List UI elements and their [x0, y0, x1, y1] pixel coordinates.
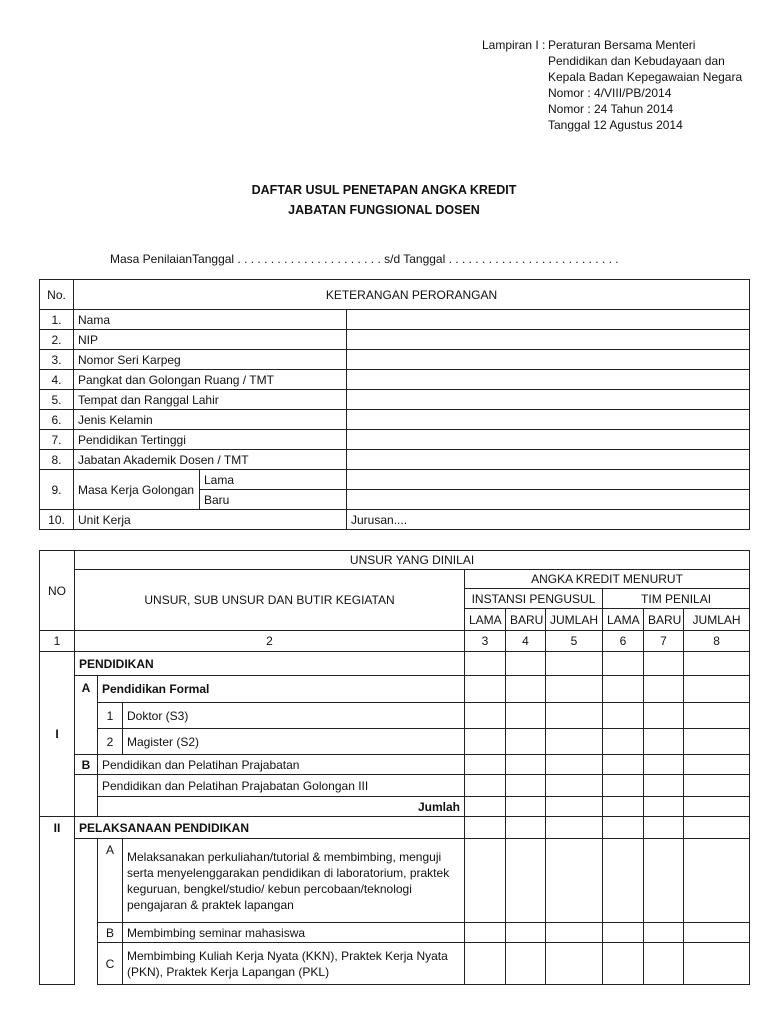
table-row: [40, 652, 750, 676]
row-value[interactable]: [347, 310, 750, 330]
sub-letter: B: [98, 923, 123, 943]
row-number: 4.: [40, 370, 74, 390]
item-label: Pendidikan dan Pelatihan Prajabatan Golongan III: [98, 775, 465, 797]
table-row: [40, 310, 750, 330]
header-no: NO: [40, 551, 75, 631]
row-label: Masa Kerja Golongan: [74, 470, 200, 510]
row-sublabel-lama: Lama: [200, 470, 347, 490]
document-title: DAFTAR USUL PENETAPAN ANGKA KREDIT: [251, 183, 517, 197]
row-label: NIP: [74, 330, 347, 350]
item-number: 1: [98, 703, 123, 729]
header-instansi-pengusul: INSTANSI PENGUSUL: [465, 589, 603, 609]
header-col: BARU: [506, 609, 546, 631]
document-subtitle: JABATAN FUNGSIONAL DOSEN: [288, 203, 480, 217]
row-value[interactable]: [347, 410, 750, 430]
col-number: 2: [75, 631, 465, 652]
table-row: [40, 370, 750, 390]
table-row: [40, 839, 750, 923]
table-row: [40, 430, 750, 450]
row-label: Jabatan Akademik Dosen / TMT: [74, 450, 347, 470]
item-label: Melaksanakan perkuliahan/tutorial & membimbing, menguji serta menyelenggarakan pendidikan di laboratorium, praktek keguruan, bengkel/studio/ kebun percobaan/teknologi pengajaran & praktek lapangan: [123, 839, 465, 923]
row-value[interactable]: [347, 390, 750, 410]
sub-title: Pendidikan dan Pelatihan Prajabatan: [98, 755, 465, 775]
col-number: 6: [603, 631, 644, 652]
sub-title: Pendidikan Formal: [98, 676, 465, 703]
table-row: [40, 510, 750, 530]
sub-letter: C: [98, 943, 123, 985]
table-row: [40, 676, 750, 703]
row-number: 7.: [40, 430, 74, 450]
sub-letter: A: [98, 839, 123, 923]
header-tim-penilai: TIM PENILAI: [603, 589, 750, 609]
col-number: 1: [40, 631, 75, 652]
lampiran-label: Lampiran I :: [482, 38, 546, 52]
col-number: 5: [546, 631, 603, 652]
table-row: [40, 775, 750, 797]
section-number: II: [40, 817, 75, 985]
row-number: 10.: [40, 510, 74, 530]
item-label: Magister (S2): [123, 729, 465, 755]
row-value[interactable]: [347, 450, 750, 470]
col-number: 3: [465, 631, 506, 652]
row-label: Nomor Seri Karpeg: [74, 350, 347, 370]
section-number: I: [40, 652, 75, 817]
sub-letter: A: [75, 676, 98, 755]
header-unsur-sub: UNSUR, SUB UNSUR DAN BUTIR KEGIATAN: [75, 570, 465, 631]
table-row: [40, 797, 750, 817]
item-number: 2: [98, 729, 123, 755]
lampiran-line: Nomor : 4/VIII/PB/2014: [548, 86, 672, 100]
header-col: LAMA: [603, 609, 644, 631]
row-number: 1.: [40, 310, 74, 330]
row-value[interactable]: [347, 330, 750, 350]
header-col: BARU: [644, 609, 684, 631]
jurusan-field[interactable]: Jurusan....: [347, 510, 750, 530]
lampiran-line: Nomor : 24 Tahun 2014: [548, 102, 674, 116]
lampiran-line: Tanggal 12 Agustus 2014: [548, 118, 683, 132]
row-number: 9.: [40, 470, 74, 510]
row-label: Pangkat dan Golongan Ruang / TMT: [74, 370, 347, 390]
col-number: 4: [506, 631, 546, 652]
row-label: Pendidikan Tertinggi: [74, 430, 347, 450]
row-value[interactable]: [347, 370, 750, 390]
table-row: [40, 729, 750, 755]
table-row: [40, 350, 750, 370]
row-number: 8.: [40, 450, 74, 470]
header-no: No.: [40, 280, 74, 310]
row-label: Jenis Kelamin: [74, 410, 347, 430]
item-label: Membimbing Kuliah Kerja Nyata (KKN), Praktek Kerja Nyata (PKN), Praktek Kerja Lapangan (PKL): [123, 943, 465, 985]
header-col: JUMLAH: [546, 609, 603, 631]
table-row: [40, 450, 750, 470]
table-row: [40, 703, 750, 729]
unsur-dinilai-table: [39, 550, 750, 985]
row-value[interactable]: [347, 430, 750, 450]
row-value[interactable]: [347, 470, 750, 490]
jumlah-label: Jumlah: [98, 797, 465, 817]
sub-letter: B: [75, 755, 98, 775]
item-label: Doktor (S3): [123, 703, 465, 729]
row-label: Tempat dan Ranggal Lahir: [74, 390, 347, 410]
header-col: JUMLAH: [684, 609, 750, 631]
header-angka-kredit: ANGKA KREDIT MENURUT: [465, 570, 750, 589]
table-row: [40, 755, 750, 775]
keterangan-perorangan-table: [39, 279, 750, 530]
section-title: PELAKSANAAN PENDIDIKAN: [75, 817, 465, 839]
table-row: [40, 943, 750, 985]
lampiran-line: Pendidikan dan Kebudayaan dan: [548, 54, 725, 68]
section-title: PENDIDIKAN: [75, 652, 465, 676]
row-number: 2.: [40, 330, 74, 350]
row-number: 5.: [40, 390, 74, 410]
row-value[interactable]: [347, 490, 750, 510]
row-label: Nama: [74, 310, 347, 330]
table-row: [40, 390, 750, 410]
row-number: 3.: [40, 350, 74, 370]
lampiran-header: [482, 37, 762, 133]
header-keterangan: KETERANGAN PERORANGAN: [74, 280, 750, 310]
row-number: 6.: [40, 410, 74, 430]
header-unsur-dinilai: UNSUR YANG DINILAI: [75, 551, 750, 570]
col-number: 8: [684, 631, 750, 652]
col-number: 7: [644, 631, 684, 652]
table-row: [40, 330, 750, 350]
table-row: [40, 817, 750, 839]
row-value[interactable]: [347, 350, 750, 370]
table-row: [40, 923, 750, 943]
lampiran-line: Peraturan Bersama Menteri: [548, 38, 696, 52]
item-label: Membimbing seminar mahasiswa: [123, 923, 465, 943]
masa-penilaian-line: Masa PenilaianTanggal . . . . . . . . . . . . . . . . . . . . . . s/d Tanggal . . . . . . . . . . . . . . . . . . . . . . . . . .: [110, 252, 619, 266]
row-label: Unit Kerja: [74, 510, 347, 530]
table-row: [40, 410, 750, 430]
lampiran-line: Kepala Badan Kepegawaian Negara: [548, 70, 743, 84]
table-row: [40, 470, 750, 490]
header-col: LAMA: [465, 609, 506, 631]
row-sublabel-baru: Baru: [200, 490, 347, 510]
